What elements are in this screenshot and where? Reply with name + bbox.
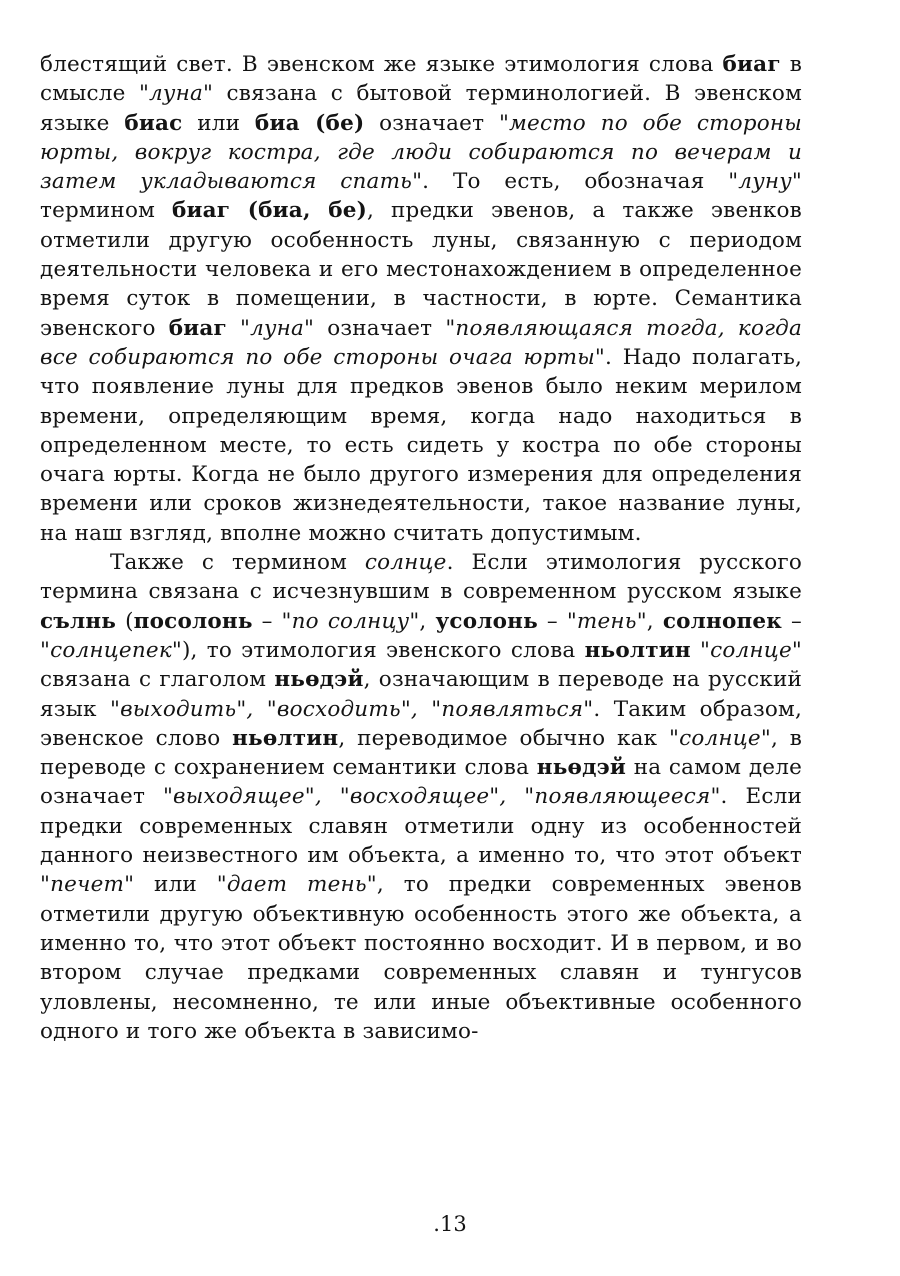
text-run: блестящий свет. В эвенском же языке этимология слова bbox=[40, 52, 723, 77]
gloss-italic: "солнце" bbox=[668, 725, 771, 751]
term-bold: биа (бе) bbox=[254, 110, 365, 136]
gloss-italic: "выходить", "восходить", "появляться" bbox=[109, 696, 594, 722]
gloss-italic: "появляющаяся тогда, когда все собираются по обе стороны очага юрты" bbox=[40, 315, 802, 370]
text-run: или bbox=[134, 872, 217, 898]
gloss-italic: "по солнцу" bbox=[281, 608, 420, 634]
gloss-italic: "солнцепек" bbox=[40, 637, 182, 663]
gloss-italic: солнце bbox=[364, 550, 447, 576]
text-run: связана с глаголом bbox=[40, 667, 275, 693]
text-run: Также с термином bbox=[110, 550, 365, 576]
term-bold: усолонь bbox=[435, 608, 538, 634]
term-bold: биаг bbox=[722, 52, 781, 77]
term-bold: ньолтин bbox=[584, 637, 691, 663]
text-run bbox=[691, 638, 700, 663]
term-bold: сълнь bbox=[40, 608, 117, 634]
gloss-italic: "луна" bbox=[240, 315, 315, 341]
text-run: . Если этимология русского термина связана с исчезнувшим в современном русском языке bbox=[40, 550, 802, 605]
term-bold: ньөдэй bbox=[274, 667, 364, 693]
term-bold: солнопек bbox=[662, 608, 783, 634]
term-bold: биас bbox=[124, 110, 183, 136]
text-run: на самом деле означает bbox=[40, 755, 803, 810]
text-run: ( bbox=[116, 608, 134, 634]
gloss-italic: "солнце" bbox=[700, 637, 802, 663]
text-run: . Таким образом, эвенское слово bbox=[40, 696, 802, 751]
text-run: , то предки современных эвенов отметили другую объективную особенность этого же объекта, а именно то, что этот объект постоянно восходит. И в первом, и во втором случае предками современных славян и тунгусов уловлены, несомненно, те или иные объективные особенного одного и того же объекта в зависимо- bbox=[40, 872, 802, 1044]
gloss-italic: "луна" bbox=[138, 81, 214, 107]
text-run: , bbox=[646, 608, 663, 634]
paragraph-moon-etymology bbox=[40, 50, 802, 548]
text-run: , предки эвенов, а также эвенков отметили другую особенность луны, связанную с периодом деятельности человека и его местонахождением в определенное время суток в помещении, в частности, в юрте. Семантика эвенского bbox=[40, 198, 802, 341]
text-run: – bbox=[537, 608, 567, 634]
text-run: , bbox=[419, 608, 436, 634]
gloss-italic: "дает тень" bbox=[216, 872, 377, 898]
text-run: , в переводе с сохранением семантики слова bbox=[40, 725, 802, 781]
text-run: – bbox=[782, 608, 802, 634]
text-run: , переводимое обычно как bbox=[338, 725, 669, 751]
gloss-italic: "печет" bbox=[40, 872, 135, 898]
page-text bbox=[40, 50, 802, 1190]
gloss-italic: "тень" bbox=[566, 608, 647, 634]
term-bold: ньөлтин bbox=[232, 725, 339, 751]
term-bold: ньөдэй bbox=[536, 755, 627, 781]
text-run bbox=[227, 316, 240, 341]
gloss-italic: "выходящее", "восходящее", "появляющееся" bbox=[162, 784, 721, 810]
text-run: термином bbox=[40, 198, 172, 224]
paragraph-sun-etymology bbox=[40, 548, 802, 1046]
text-run: связана с бытовой терминологией. В эвенском языке bbox=[40, 81, 802, 136]
page-number: .13 bbox=[433, 1212, 467, 1236]
text-run: . То есть, обозначая bbox=[422, 169, 729, 195]
text-run: , означающим в переводе на русский язык bbox=[40, 667, 803, 722]
gloss-italic: "место по обе стороны юрты, вокруг костра, где люди собираются по вечерам и затем укладываются спать" bbox=[40, 110, 802, 195]
gloss-italic: "луну" bbox=[728, 169, 802, 195]
text-run: означает bbox=[364, 110, 499, 136]
text-run: в смысле bbox=[40, 52, 803, 107]
text-run: . Надо полагать, что появление луны для предков эвенов было неким мерилом времени, определяющим время, когда надо находиться в определенном месте, то есть сидеть у костра по обе стороны очага юрты. Когда не было другого измерения для определения времени или сроков жизнедеятельности, такое название луны, на наш взгляд, вполне можно считать допустимым. bbox=[40, 344, 803, 546]
text-run: . Если предки современных славян отметили одну из особенностей данного неизвестного им объекта, а именно то, что этот объект bbox=[40, 784, 802, 869]
term-bold: посолонь bbox=[133, 608, 253, 634]
term-bold: биаг bbox=[168, 315, 227, 341]
term-bold: биаг (биа, бе) bbox=[171, 198, 368, 224]
text-run: означает bbox=[314, 315, 446, 341]
text-run: ), то этимология эвенского слова bbox=[181, 637, 585, 663]
text-run: – bbox=[252, 608, 282, 634]
text-run: или bbox=[182, 110, 255, 136]
